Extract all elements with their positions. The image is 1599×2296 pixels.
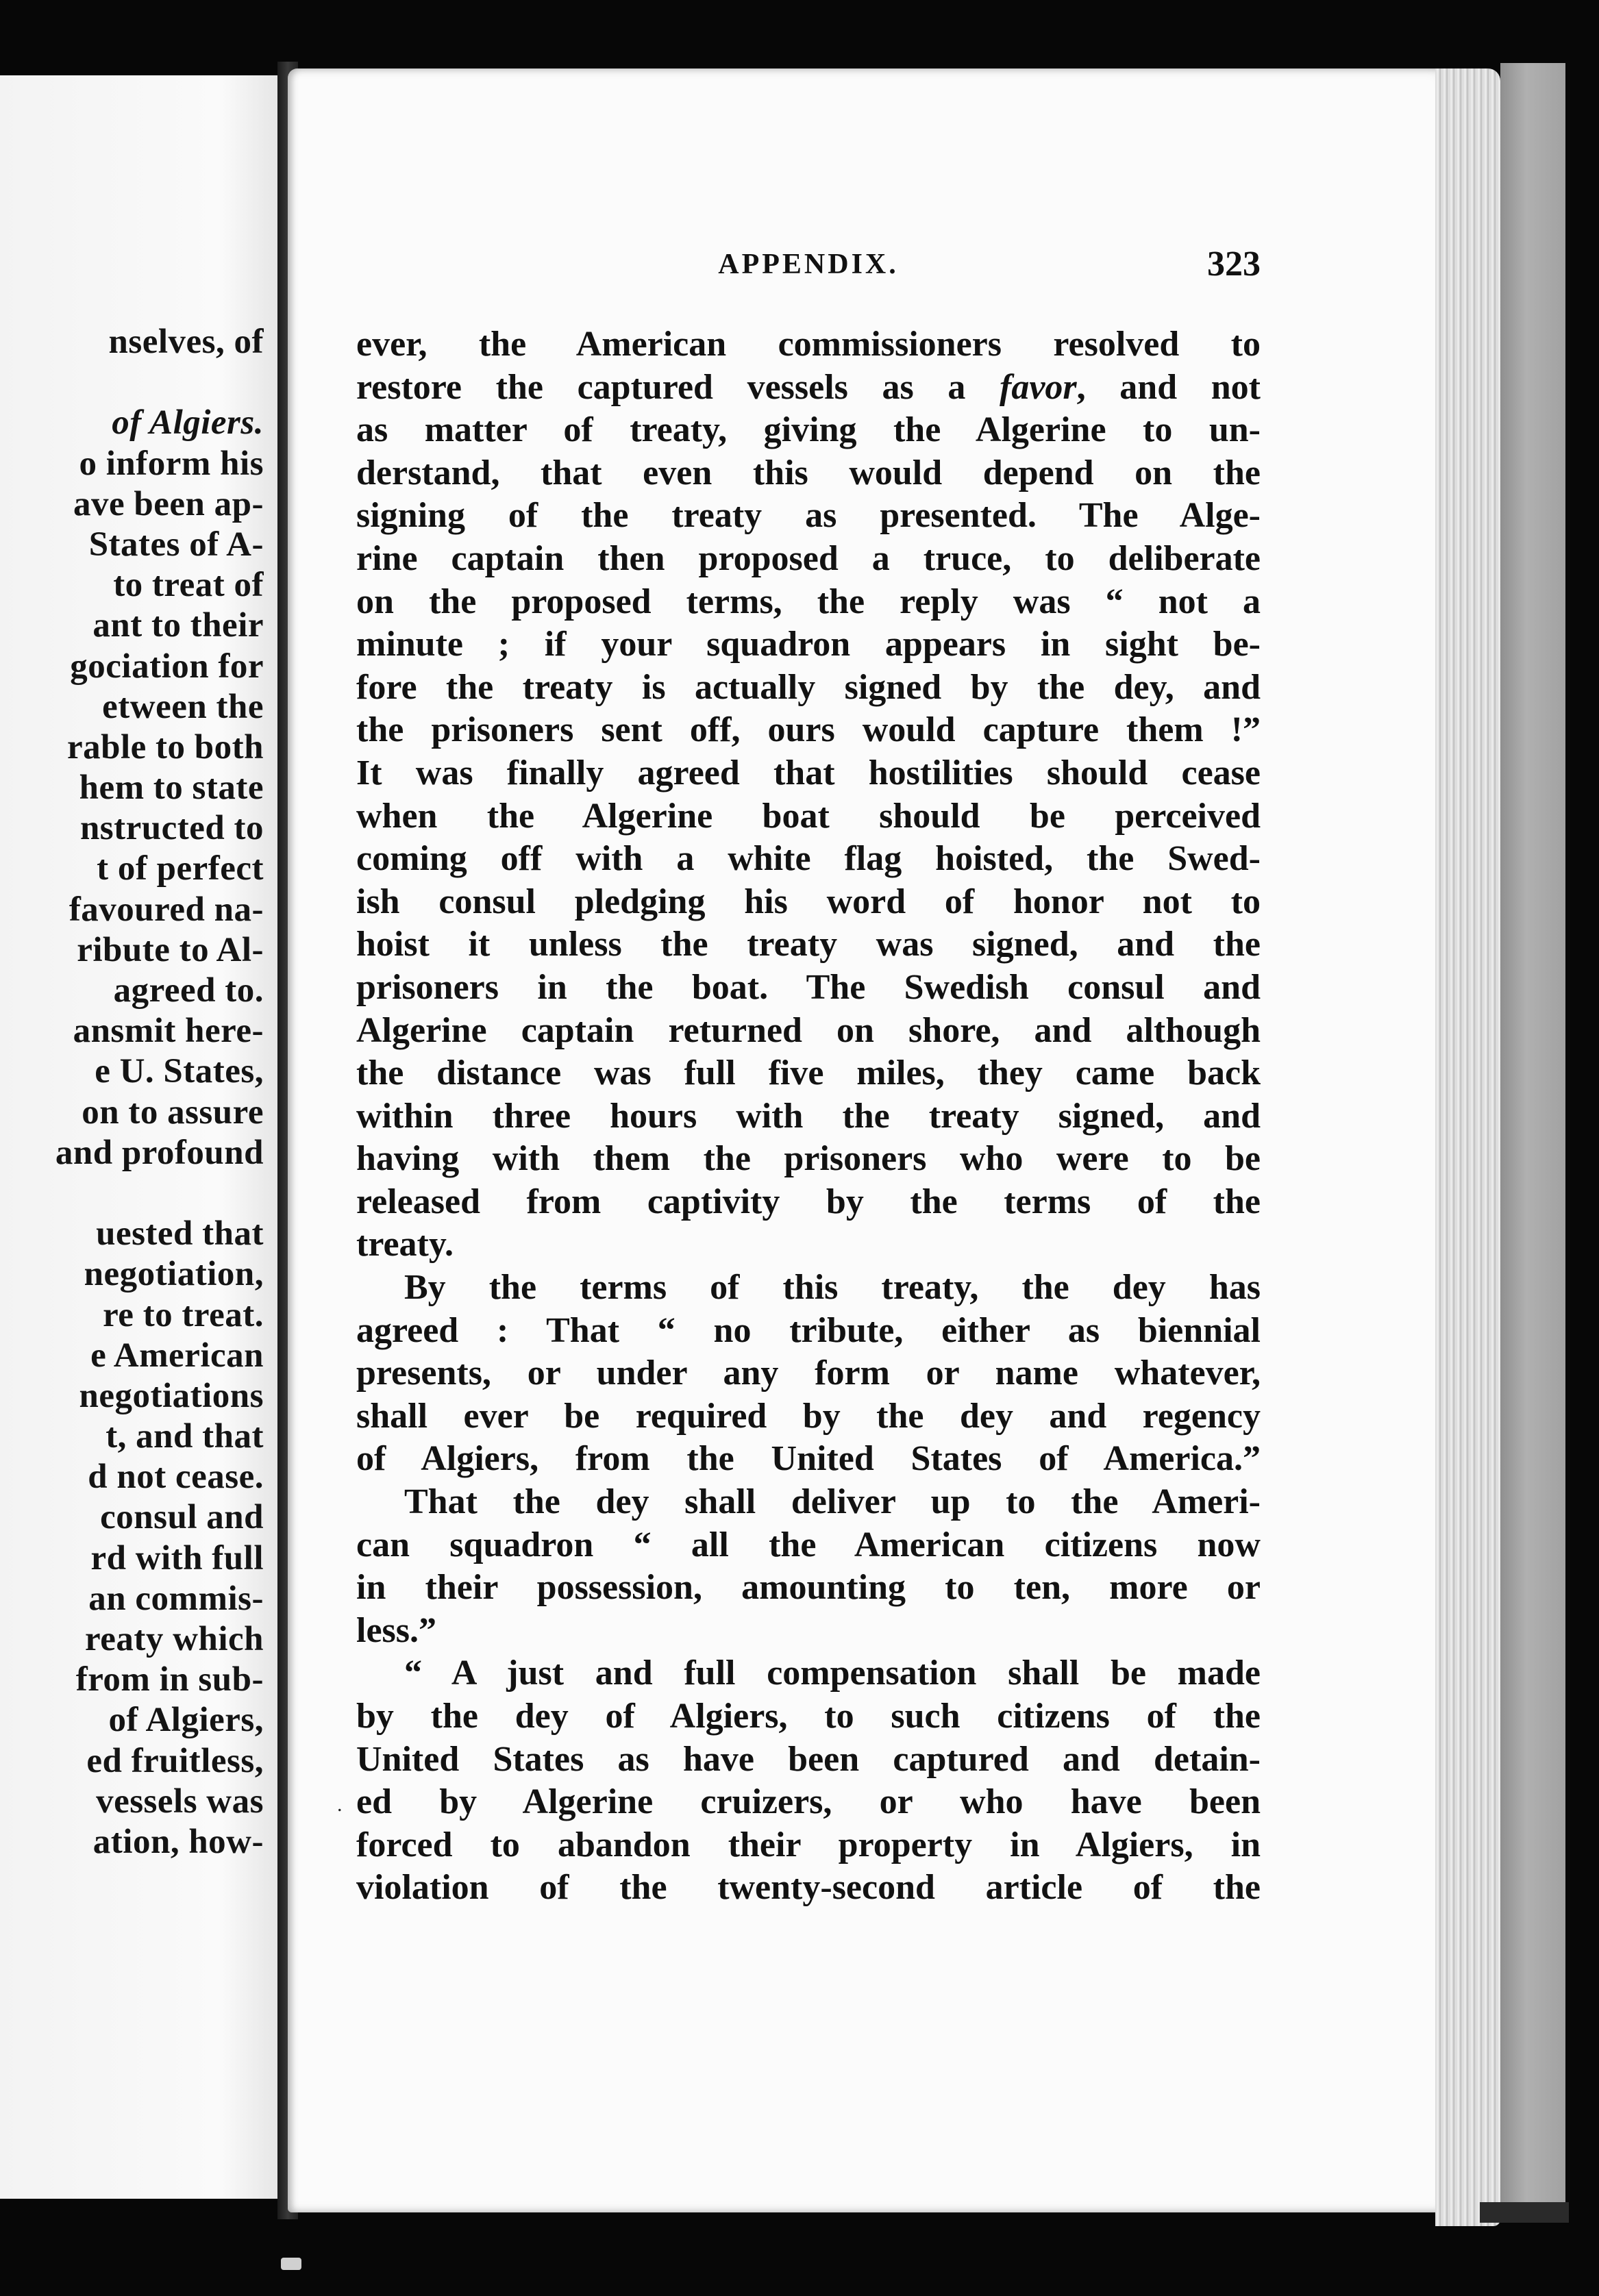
board-shadow: [1480, 2202, 1569, 2223]
left-page-line: States of A-: [88, 525, 264, 564]
page-edges: [1435, 68, 1500, 2226]
book-cover-board: [1500, 63, 1565, 2207]
left-page-line: consul and: [100, 1498, 264, 1537]
text-line: Algerine captain returned on shore, and although: [356, 1010, 1261, 1050]
left-page-line: [0, 362, 264, 403]
text-line: It was finally agreed that hostilities should cease: [356, 753, 1261, 793]
text-line: “ A just and full compensation shall be made: [404, 1654, 1261, 1693]
text-line: agreed : That “ no tribute, either as biennial: [356, 1310, 1261, 1350]
text-line: rine captain then proposed a truce, to deliberate: [356, 538, 1261, 578]
text-line: less.”: [356, 1610, 436, 1650]
text-line: presents, or under any form or name whatever,: [356, 1353, 1261, 1393]
text-line: can squadron “ all the American citizens now: [356, 1525, 1261, 1564]
text-line: fore the treaty is actually signed by the dey, and: [356, 667, 1261, 707]
left-page-line: vessels was: [96, 1782, 264, 1821]
scan-artifact: [281, 2258, 301, 2270]
text-line: by the dey of Algiers, to such citizens of the: [356, 1697, 1261, 1736]
left-page-line: e U. States,: [95, 1052, 264, 1091]
text-line: treaty.: [356, 1225, 454, 1264]
left-page-line: of Algiers.: [112, 403, 264, 442]
left-page-line: ation, how-: [92, 1822, 264, 1861]
left-page-line: ed fruitless,: [86, 1741, 264, 1780]
text-line: having with them the prisoners who were to be: [356, 1139, 1261, 1179]
left-page-line: gociation for: [70, 647, 264, 686]
left-page-line: of Algiers,: [108, 1701, 264, 1740]
left-page-line: re to treat.: [103, 1295, 264, 1334]
text-line: ed by Algerine cruizers, or who have been: [356, 1782, 1261, 1822]
stray-dot: .: [337, 1793, 343, 1816]
text-line: restore the captured vessels as a favor, and not: [356, 367, 1261, 407]
left-page-line: from in sub-: [75, 1660, 264, 1699]
left-page-line: etween the: [102, 687, 264, 726]
left-page-line: negotiation,: [84, 1255, 264, 1294]
text-line: coming off with a white flag hoisted, the Swed-: [356, 839, 1261, 879]
left-page-text: [0, 322, 264, 1862]
page-number: 323: [1207, 245, 1261, 284]
left-page-line: an commis-: [88, 1579, 264, 1618]
left-page-line: agreed to.: [113, 971, 264, 1010]
text-line: ever, the American commissioners resolved to: [356, 325, 1261, 364]
text-line: That the dey shall deliver up to the Ameri-: [404, 1482, 1261, 1522]
left-page-line: o inform his: [79, 444, 264, 483]
left-page-line: nstructed to: [79, 809, 264, 848]
text-line: forced to abandon their property in Algiers, in: [356, 1825, 1261, 1864]
text-line: By the terms of this treaty, the dey has: [404, 1268, 1261, 1308]
left-page-line: ansmit here-: [73, 1012, 264, 1051]
left-page-line: rable to both: [67, 727, 264, 766]
text-line: released from captivity by the terms of the: [356, 1182, 1261, 1221]
text-line: prisoners in the boat. The Swedish consul and: [356, 967, 1261, 1007]
left-page-line: ave been ap-: [73, 484, 264, 523]
body-text: [356, 323, 1261, 1910]
left-page-line: hem to state: [79, 769, 264, 808]
left-page-line: uested that: [96, 1214, 264, 1253]
left-page-line: [0, 1173, 264, 1214]
left-page-line: and profound: [55, 1133, 264, 1172]
left-page-line: ant to their: [92, 606, 264, 645]
left-page-line: nselves, of: [108, 323, 264, 361]
left-page-line: e American: [90, 1336, 264, 1375]
text-line: as matter of treaty, giving the Algerine to un-: [356, 410, 1261, 450]
text-line: United States as have been captured and detain-: [356, 1739, 1261, 1779]
text-line: within three hours with the treaty signed, and: [356, 1096, 1261, 1136]
running-head: [356, 245, 1261, 289]
running-title: APPENDIX.: [718, 249, 899, 280]
left-page-line: t of perfect: [97, 849, 264, 888]
left-page-line: favoured na-: [69, 890, 264, 929]
left-page-line: on to assure: [82, 1093, 264, 1132]
text-line: violation of the twenty-second article of the: [356, 1868, 1261, 1908]
left-page-line: t, and that: [106, 1417, 264, 1456]
text-line: derstand, that even this would depend on the: [356, 453, 1261, 492]
text-line: on the proposed terms, the reply was “ not a: [356, 582, 1261, 621]
text-line: when the Algerine boat should be perceived: [356, 796, 1261, 836]
left-facing-page: [0, 75, 277, 2199]
left-page-line: negotiations: [79, 1376, 264, 1415]
text-line: the prisoners sent off, ours would capture them !”: [356, 710, 1261, 750]
text-line: in their possession, amounting to ten, more or: [356, 1568, 1261, 1608]
text-line: signing of the treaty as presented. The Alge-: [356, 496, 1261, 536]
text-line: shall ever be required by the dey and regency: [356, 1396, 1261, 1436]
left-page-line: to treat of: [113, 566, 264, 605]
text-line: of Algiers, from the United States of America.”: [356, 1439, 1261, 1479]
text-line: the distance was full five miles, they came back: [356, 1053, 1261, 1093]
left-page-line: d not cease.: [88, 1458, 264, 1497]
text-line: hoist it unless the treaty was signed, and the: [356, 925, 1261, 964]
text-line: ish consul pledging his word of honor not to: [356, 882, 1261, 921]
text-line: minute ; if your squadron appears in sight be-: [356, 625, 1261, 664]
left-page-line: rd with full: [90, 1538, 264, 1577]
left-page-line: ribute to Al-: [77, 930, 264, 969]
left-page-line: reaty which: [85, 1620, 264, 1658]
